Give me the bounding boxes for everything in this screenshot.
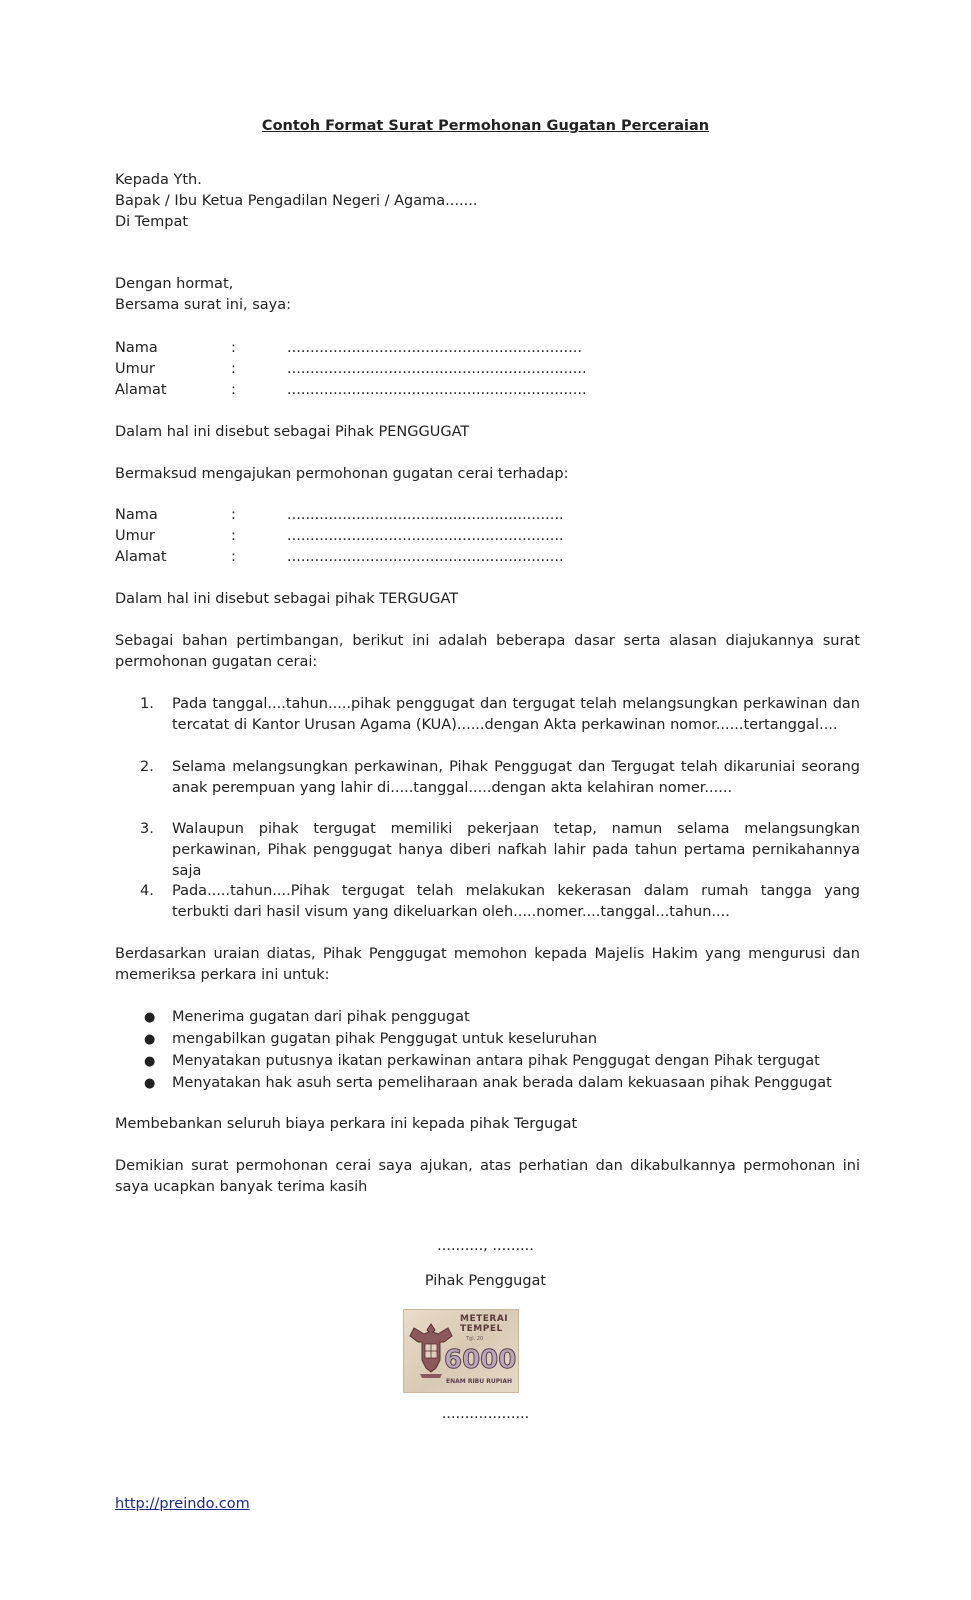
plaintiff-note: Dalam hal ini disebut sebagai Pihak PENGGUGAT [115, 424, 470, 440]
field-label: Alamat [115, 549, 167, 565]
stamp-date-text: Tgl. 20 [466, 1336, 484, 1342]
costs-text: Membebankan seluruh biaya perkara ini kepada pihak Tergugat [115, 1116, 578, 1132]
addressee-line: Kepada Yth. [115, 172, 202, 188]
addressee-line: Di Tempat [115, 214, 189, 230]
list-item [140, 1051, 860, 1073]
intent-text: Bermaksud mengajukan permohonan gugatan cerai terhadap: [115, 466, 569, 482]
list-item [140, 1073, 860, 1095]
field-row-name [115, 505, 860, 526]
list-item [140, 881, 860, 923]
field-label: Umur [115, 528, 155, 544]
list-number: 1. [140, 696, 154, 712]
request-intro: Berdasarkan uraian diatas, Pihak Penggugat memohon kepada Majelis Hakim yang mengurusi dan memeriksa perkara ini untuk: [115, 946, 860, 983]
reasons-list [140, 694, 860, 736]
plaintiff-fields [115, 338, 860, 401]
addressee-line: Bapak / Ibu Ketua Pengadilan Negeri / Agama....... [115, 193, 478, 209]
intro-text: Bersama surat ini, saya: [115, 297, 292, 313]
field-blank: ............................................................ [287, 507, 564, 523]
stamp-words: ENAM RIBU RUPIAH [446, 1378, 512, 1385]
field-colon: : [231, 528, 236, 544]
list-item [140, 1007, 860, 1029]
list-item-text: mengabilkan gugatan pihak Penggugat untuk keseluruhan [172, 1031, 598, 1047]
stamp-amount: 6000 [444, 1345, 517, 1375]
list-item-text: Menyatakan putusnya ikatan perkawinan antara pihak Penggugat dengan Pihak tergugat [172, 1053, 820, 1069]
stamp-text: METERAI [460, 1314, 509, 1324]
field-blank: ............................................................ [287, 528, 564, 544]
field-row-address [115, 380, 860, 401]
footer-link[interactable]: http://preindo.com [115, 1496, 250, 1512]
field-row-age [115, 359, 860, 380]
list-item [140, 757, 860, 799]
list-item [140, 694, 860, 736]
reasons-list [140, 819, 860, 882]
list-item-text: Selama melangsungkan perkawinan, Pihak Penggugat dan Tergugat telah dikaruniai seorang anak perempuan yang lahir di.....tanggal.....dengan akta kelahiran nomer...... [172, 759, 860, 796]
field-colon: : [231, 361, 236, 377]
field-label: Nama [115, 340, 158, 356]
greeting: Dengan hormat, [115, 276, 234, 292]
list-number: 4. [140, 883, 154, 899]
list-item-text: Pada tanggal....tahun.....pihak penggugat dan tergugat telah melangsungkan perkawinan dan tercatat di Kantor Urusan Agama (KUA)......dengan Akta perkawinan nomor......tertanggal.... [172, 696, 860, 733]
opening [115, 274, 860, 316]
field-blank: ................................................................ [287, 340, 582, 356]
signer-name-blank: ................... [441, 1406, 530, 1422]
field-blank: ............................................................ [287, 549, 564, 565]
field-blank: ................................................................. [287, 382, 587, 398]
field-row-name [115, 338, 860, 359]
bullet-icon: ● [144, 1054, 156, 1069]
meterai-stamp [403, 1309, 519, 1393]
closing-paragraph: Demikian surat permohonan cerai saya ajukan, atas perhatian dan dikabulkannya permohonan ini saya ucapkan banyak terima kasih [115, 1158, 860, 1195]
field-label: Alamat [115, 382, 167, 398]
list-item [140, 1029, 860, 1051]
defendant-note: Dalam hal ini disebut sebagai pihak TERGUGAT [115, 591, 459, 607]
field-colon: : [231, 340, 236, 356]
bullet-icon: ● [144, 1032, 156, 1047]
field-colon: : [231, 549, 236, 565]
list-item-text: Menyatakan hak asuh serta pemeliharaan anak berada dalam kekuasaan pihak Penggugat [172, 1075, 832, 1091]
field-label: Nama [115, 507, 158, 523]
page-title: Contoh Format Surat Permohonan Gugatan Perceraian [261, 118, 710, 134]
list-item [140, 819, 860, 882]
bullet-icon: ● [144, 1076, 156, 1091]
signer-role: Pihak Penggugat [424, 1273, 547, 1289]
list-item-text: Menerima gugatan dari pihak penggugat [172, 1009, 470, 1025]
list-item-text: Walaupun pihak tergugat memiliki pekerjaan tetap, namun selama melangsungkan perkawinan, Pihak penggugat hanya diberi nafkah lahir pada tahun pertama pernikahannya saja [172, 821, 860, 879]
stamp-text: TEMPEL [460, 1324, 503, 1334]
list-number: 3. [140, 821, 154, 837]
reasons-list [140, 757, 860, 799]
list-item-text: Pada.....tahun....Pihak tergugat telah melakukan kekerasan dalam rumah tangga yang terbukti dari hasil visum yang dikeluarkan oleh.....nomer....tanggal...tahun.... [172, 883, 860, 920]
field-row-age [115, 526, 860, 547]
field-row-address [115, 547, 860, 568]
bullet-icon: ● [144, 1010, 156, 1025]
addressee [115, 170, 860, 233]
field-colon: : [231, 382, 236, 398]
reasons-list [140, 881, 860, 923]
field-colon: : [231, 507, 236, 523]
consideration-paragraph: Sebagai bahan pertimbangan, berikut ini adalah beberapa dasar serta alasan diajukannya surat permohonan gugatan cerai: [115, 633, 860, 670]
place-date: .........., ......... [437, 1238, 534, 1254]
requests-list [140, 1007, 860, 1095]
list-number: 2. [140, 759, 154, 775]
field-label: Umur [115, 361, 155, 377]
defendant-fields [115, 505, 860, 568]
field-blank: ................................................................. [287, 361, 587, 377]
